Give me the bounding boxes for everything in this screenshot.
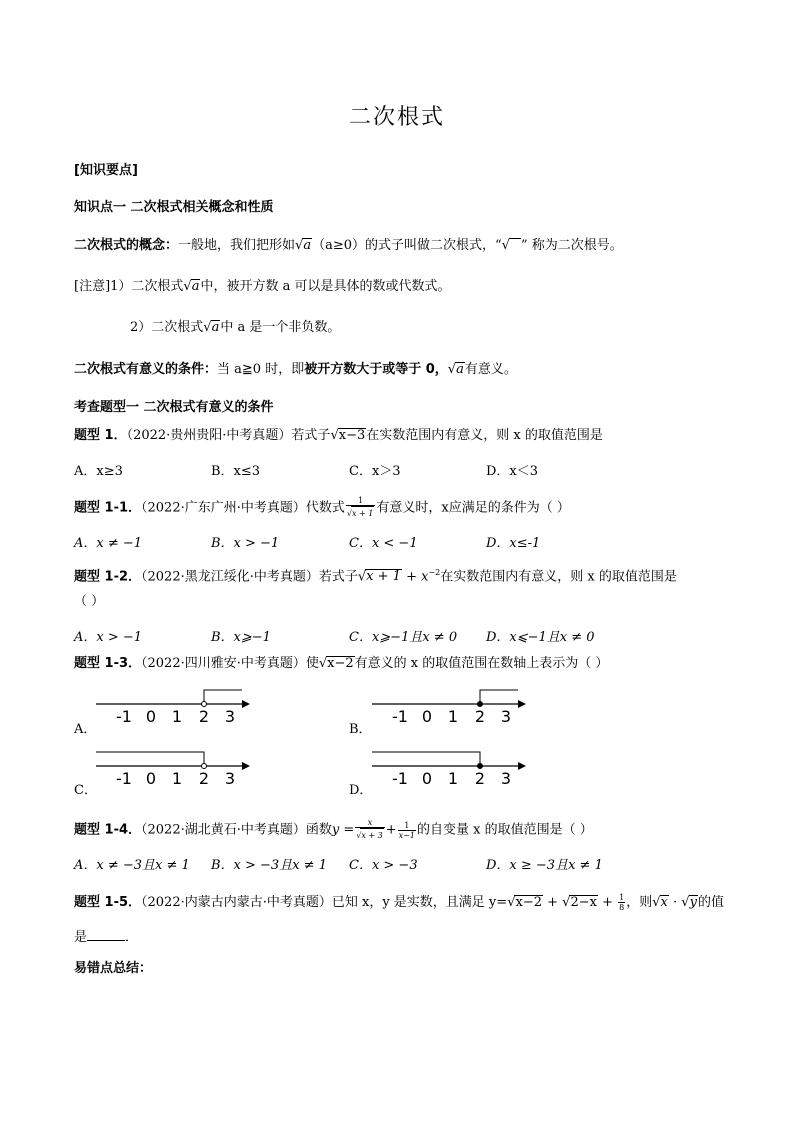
math-operator: · bbox=[668, 895, 682, 910]
summary-label: 易错点总结： bbox=[74, 961, 153, 976]
q1-2-option-c: C．x⩾−1且x ≠ 0 bbox=[349, 630, 458, 645]
q1-4-option-a: A．x ≠ −3且x ≠ 1 bbox=[74, 858, 190, 873]
question-label: 题型 1-3． bbox=[74, 656, 142, 671]
number-line-a bbox=[92, 686, 252, 726]
tick-label: 1 bbox=[171, 707, 183, 726]
number-line-b bbox=[368, 686, 528, 726]
question-source: （2022·内蒙古内蒙古·中考真题）已知 x，y 是实数，且满足 y= bbox=[141, 895, 508, 910]
radical-sign: √ bbox=[357, 569, 367, 585]
closed-point bbox=[478, 764, 483, 769]
number-line-c bbox=[92, 748, 252, 788]
q1-4-stem bbox=[74, 818, 593, 842]
axis-arrow bbox=[242, 700, 250, 708]
answer-blank[interactable] bbox=[87, 928, 125, 941]
number-line-d bbox=[368, 748, 528, 788]
concept-text: 一般地，我们把形如 bbox=[178, 238, 296, 253]
range-bracket bbox=[372, 752, 480, 766]
radicand: x−3 bbox=[338, 428, 366, 443]
q1-1-stem bbox=[74, 496, 570, 520]
tick-label: 2 bbox=[474, 769, 486, 788]
radicand: a bbox=[211, 320, 220, 335]
tick-label: 3 bbox=[500, 769, 512, 788]
q1-3-option-a-letter: A． bbox=[74, 722, 97, 737]
fraction-denominator: √x + 1 bbox=[346, 506, 376, 520]
exponent: −2 bbox=[428, 568, 441, 577]
axis-arrow bbox=[242, 762, 250, 770]
question-source: （2022·黑龙江绥化·中考真题）若式子 bbox=[141, 569, 358, 585]
fraction-numerator: 1 bbox=[398, 821, 416, 831]
fraction bbox=[355, 818, 385, 842]
q1-5-stem bbox=[74, 893, 724, 912]
radical-overline bbox=[509, 238, 521, 252]
concept-label: 二次根式的概念： bbox=[74, 238, 179, 253]
q1-option-b: B．x≤3 bbox=[211, 464, 261, 479]
radical-sign: √ bbox=[203, 320, 212, 335]
fraction-denominator: √x + 3 bbox=[355, 828, 385, 842]
q1-option-c: C．x＞3 bbox=[349, 464, 401, 479]
tick-label: 3 bbox=[224, 769, 236, 788]
q1-2-option-d: D．x⩽−1且x ≠ 0 bbox=[486, 630, 595, 645]
meaningful-label: 二次根式有意义的条件： bbox=[74, 362, 218, 377]
radicand: x + 1 bbox=[366, 569, 401, 585]
fraction-denominator: 8 bbox=[619, 903, 625, 912]
math-operator: + bbox=[385, 822, 397, 838]
q1-4-option-d: D．x ≥ −3且x ≠ 1 bbox=[486, 858, 603, 873]
question-text: 有意义时，x应满足的条件为（ ） bbox=[376, 500, 570, 516]
concept-text: ” 称为二次根号。 bbox=[520, 238, 623, 253]
radicand: x + 1 bbox=[351, 506, 374, 520]
q1-2-paren: （ ） bbox=[74, 594, 105, 609]
tick-label: 1 bbox=[171, 769, 183, 788]
type1-heading: 考查题型一 二次根式有意义的条件 bbox=[74, 400, 274, 415]
fraction-denominator: x−1 bbox=[398, 830, 415, 840]
radical-sign: √ bbox=[447, 362, 457, 377]
radical-sign: √ bbox=[652, 895, 661, 910]
tick-label: 0 bbox=[145, 769, 157, 788]
question-source: （2022·贵州贵阳·中考真题）若式子 bbox=[126, 428, 331, 443]
section-header: [知识要点] bbox=[74, 163, 138, 178]
q1-2-option-a: A．x > −1 bbox=[74, 630, 143, 645]
note-text: 中，被开方数 a 可以是具体的数或代数式。 bbox=[200, 279, 451, 294]
note2-line bbox=[130, 320, 340, 336]
question-text: 在实数范围内有意义，则 x 的取值范围是 bbox=[440, 569, 677, 585]
tick-label: -1 bbox=[392, 707, 408, 726]
question-label: 题型 1-5． bbox=[74, 895, 142, 910]
radicand: a bbox=[456, 362, 464, 377]
math-term: + x bbox=[401, 569, 429, 585]
q1-3-option-b-letter: B． bbox=[349, 722, 372, 737]
tick-label: -1 bbox=[116, 707, 132, 726]
q1-2-option-b: B．x⩾−1 bbox=[211, 630, 271, 645]
radicand: a bbox=[191, 279, 200, 294]
fraction-numerator: 1 bbox=[346, 496, 376, 506]
tick-label: 2 bbox=[198, 769, 210, 788]
radicand: x bbox=[660, 895, 668, 910]
tick-label: 0 bbox=[421, 769, 433, 788]
math-operator: + bbox=[597, 895, 618, 910]
range-bracket bbox=[480, 690, 518, 704]
q1-option-a: A．x≥3 bbox=[74, 464, 123, 479]
q1-5-answer-line bbox=[74, 928, 138, 946]
meaningful-bold-text: 被开方数大于或等于 0， bbox=[304, 362, 448, 377]
radical-sign: √ bbox=[318, 656, 328, 671]
q1-3-option-d-letter: D． bbox=[349, 783, 373, 798]
tick-label: 3 bbox=[500, 707, 512, 726]
question-label: 题型 1-1． bbox=[74, 500, 142, 516]
tick-label: -1 bbox=[116, 769, 132, 788]
radical-sign: √ bbox=[562, 895, 571, 910]
question-label: 题型 1-4． bbox=[74, 822, 142, 838]
closed-point bbox=[478, 702, 483, 707]
fraction-numerator: x bbox=[355, 818, 385, 828]
radicand: x−2 bbox=[327, 656, 354, 671]
math-term: y = bbox=[331, 822, 355, 838]
question-source: （2022·四川雅安·中考真题）使 bbox=[141, 656, 319, 671]
q1-3-stem bbox=[74, 656, 608, 672]
page-title: 二次根式 bbox=[348, 105, 445, 130]
fraction-numerator: 1 bbox=[619, 893, 625, 902]
range-bracket bbox=[96, 752, 204, 766]
question-text: 的值 bbox=[697, 895, 724, 910]
q1-1-option-d: D．x≤-1 bbox=[486, 536, 541, 551]
q1-1-option-b: B．x > −1 bbox=[211, 536, 280, 551]
q1-3-option-c-letter: C． bbox=[74, 783, 97, 798]
radicand: x−2 bbox=[515, 895, 542, 910]
radical-sign: √ bbox=[681, 895, 690, 910]
point1-heading: 知识点一 二次根式相关概念和性质 bbox=[74, 200, 274, 215]
range-bracket bbox=[204, 690, 242, 704]
tick-label: 3 bbox=[224, 707, 236, 726]
axis-arrow bbox=[518, 762, 526, 770]
q1-4-option-c: C．x > −3 bbox=[349, 858, 418, 873]
note-prefix: 2）二次根式 bbox=[130, 320, 204, 335]
open-point bbox=[202, 764, 207, 769]
tick-label: -1 bbox=[392, 769, 408, 788]
fraction bbox=[398, 821, 416, 840]
axis-arrow bbox=[518, 700, 526, 708]
radical-sign: √ bbox=[501, 238, 510, 253]
question-text: 的自变量 x 的取值范围是（ ） bbox=[416, 822, 593, 838]
question-text: ． bbox=[125, 930, 139, 945]
open-point bbox=[202, 702, 207, 707]
note-prefix: [注意]1）二次根式 bbox=[74, 279, 184, 294]
question-text: ，则 bbox=[626, 895, 653, 910]
question-text: 是 bbox=[74, 930, 88, 945]
fraction bbox=[346, 496, 376, 520]
meaningful-text: 当 a≧0 时，即 bbox=[217, 362, 305, 377]
math-operator: + bbox=[542, 895, 563, 910]
meaningful-line bbox=[74, 362, 517, 378]
radical-sign: √ bbox=[183, 279, 192, 294]
note-text: 中 a 是一个非负数。 bbox=[220, 320, 341, 335]
q1-stem bbox=[74, 428, 603, 444]
radicand: a bbox=[303, 238, 312, 253]
question-label: 题型 1-2． bbox=[74, 569, 142, 585]
question-text: 有意义的 x 的取值范围在数轴上表示为（ ） bbox=[354, 656, 609, 671]
tick-label: 2 bbox=[198, 707, 210, 726]
concept-line bbox=[74, 238, 623, 254]
question-source: （2022·湖北黄石·中考真题）函数 bbox=[141, 822, 332, 838]
meaningful-text: 有意义。 bbox=[464, 362, 517, 377]
q1-option-d: D．x＜3 bbox=[486, 464, 539, 479]
radicand: 2−x bbox=[570, 895, 597, 910]
radicand: y bbox=[689, 895, 697, 910]
fraction bbox=[618, 893, 625, 912]
question-label: 题型 1． bbox=[74, 428, 127, 443]
question-source: （2022·广东广州·中考真题）代数式 bbox=[141, 500, 345, 516]
q1-2-stem bbox=[74, 565, 677, 585]
radical-sign: √ bbox=[330, 428, 339, 443]
tick-label: 1 bbox=[447, 707, 459, 726]
tick-label: 0 bbox=[145, 707, 157, 726]
question-text: 在实数范围内有意义，则 x 的取值范围是 bbox=[366, 428, 603, 443]
radical-sign: √ bbox=[507, 895, 516, 910]
tick-label: 1 bbox=[447, 769, 459, 788]
note1-line bbox=[74, 279, 451, 295]
q1-1-option-c: C．x < −1 bbox=[349, 536, 418, 551]
q1-4-option-b: B．x > −3且x ≠ 1 bbox=[211, 858, 327, 873]
radicand: x + 3 bbox=[360, 828, 383, 842]
q1-1-option-a: A．x ≠ −1 bbox=[74, 536, 143, 551]
tick-label: 0 bbox=[421, 707, 433, 726]
radical-sign: √ bbox=[295, 238, 304, 253]
concept-text: （a≥0）的式子叫做二次根式，“ bbox=[312, 238, 502, 253]
tick-label: 2 bbox=[474, 707, 486, 726]
